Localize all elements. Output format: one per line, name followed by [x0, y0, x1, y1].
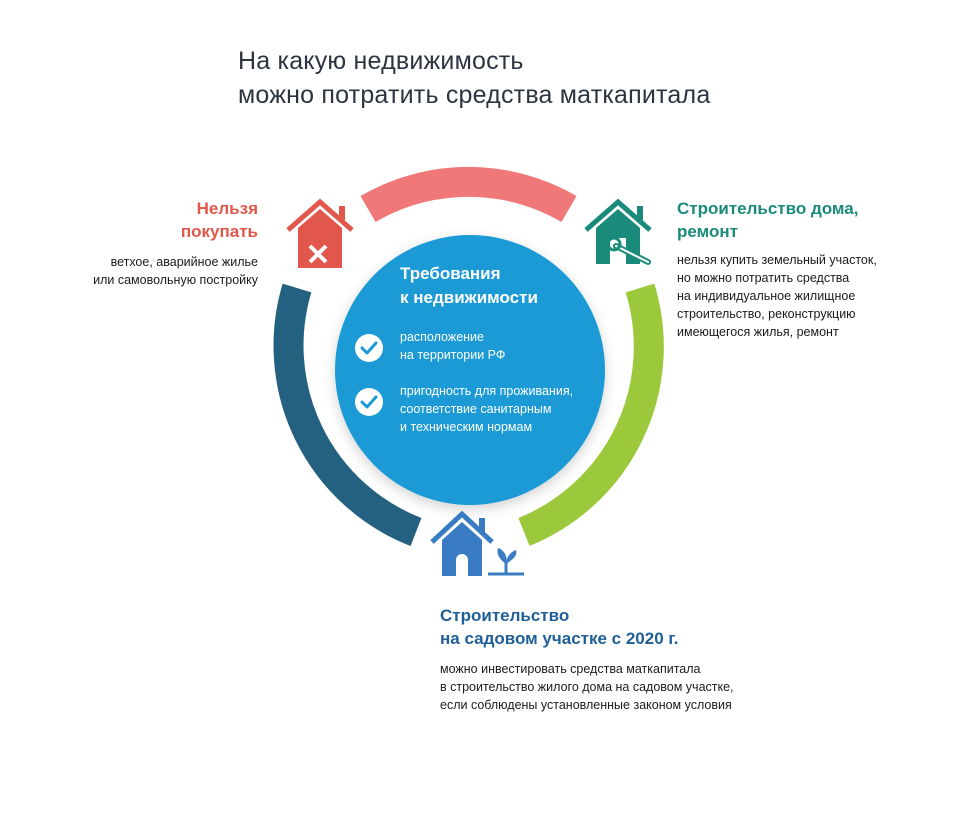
construction-description-line: на индивидуальное жилищное — [677, 289, 856, 303]
requirement-line: на территории РФ — [400, 348, 506, 362]
forbidden-heading-line-2: покупать — [180, 222, 258, 241]
construction-description-line: строительство, реконструкцию — [677, 307, 856, 321]
forbidden-block — [93, 197, 258, 289]
garden-description-line: в строительство жилого дома на садовом участке, — [440, 680, 734, 694]
requirement-line: пригодность для проживания, — [400, 384, 574, 398]
requirement-text — [400, 382, 573, 436]
requirement-line: расположение — [400, 330, 484, 344]
forbidden-heading-line-1: Нельзя — [196, 199, 258, 218]
forbidden-description — [93, 253, 258, 289]
garden-heading-line-1: Строительство — [440, 606, 570, 625]
requirement-line: соответствие санитарным — [400, 402, 552, 416]
house-garden-icon — [430, 510, 526, 580]
garden-heading-line-2: на садовом участке с 2020 г. — [440, 629, 679, 648]
check-icon — [355, 334, 383, 362]
requirement-item — [355, 382, 573, 436]
arc-top-segment — [368, 182, 569, 209]
construction-description-line: нельзя купить земельный участок, — [677, 253, 877, 267]
requirement-item — [355, 328, 505, 364]
requirement-text — [400, 328, 505, 364]
house-forbidden-icon — [284, 196, 356, 270]
house-repair-icon — [582, 196, 658, 270]
garden-block — [440, 604, 734, 714]
garden-heading — [440, 604, 734, 650]
garden-description — [440, 660, 734, 714]
forbidden-description-line: или самовольную постройку — [93, 273, 258, 287]
page-title-line-2: можно потратить средства маткапитала — [238, 81, 711, 109]
garden-description-line: можно инвестировать средства маткапитала — [440, 662, 701, 676]
center-heading-line-2: к недвижимости — [400, 288, 538, 307]
garden-description-line: если соблюдены установленные законом условия — [440, 698, 732, 712]
page-title-line-1: На какую недвижимость — [238, 47, 524, 75]
check-icon — [355, 388, 383, 416]
construction-heading — [677, 197, 877, 243]
construction-description-line: но можно потратить средства — [677, 271, 850, 285]
construction-description — [677, 251, 877, 341]
construction-heading-line-1: Строительство дома, — [677, 199, 859, 218]
requirement-line: и техническим нормам — [400, 420, 533, 434]
forbidden-heading — [93, 197, 258, 243]
construction-heading-line-2: ремонт — [677, 222, 738, 241]
construction-block — [677, 197, 877, 341]
construction-description-line: имеющегося жилья, ремонт — [677, 325, 839, 339]
center-heading-line-1: Требования — [400, 264, 501, 283]
forbidden-description-line: ветхое, аварийное жилье — [110, 255, 258, 269]
center-heading — [400, 262, 538, 310]
